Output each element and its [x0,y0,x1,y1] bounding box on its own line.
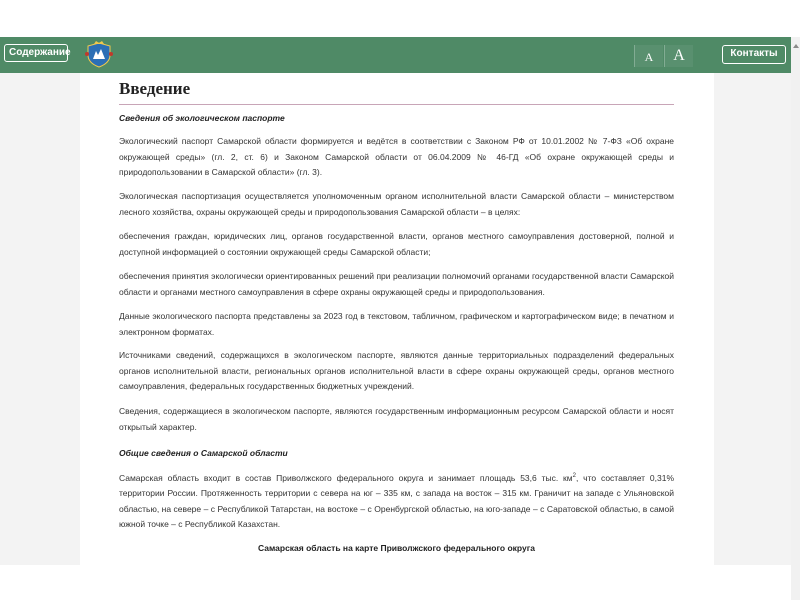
paragraph-5: Данные экологического паспорта представлены за 2023 год в текстовом, табличном, графическом и картографическом виде; в печатном и электронном форматах. [119,311,674,337]
font-size-small-button[interactable]: A [634,45,663,67]
paragraph-8-start: Самарская область входит в состав Приволжского федерального округа и занимает площадь 53,6 тыс. км [119,472,573,483]
paragraph-4: обеспечения принятия экологически ориентированных решений при реализации полномочий органами государственной власти Самарской области и органами местного самоуправления в сфере охраны окружающей среды и природопользования. [119,271,674,297]
page-title: Введение [119,79,191,98]
paragraph-2: Экологическая паспортизация осуществляется уполномоченным органом исполнительной власти Самарской области – министерством лесного хозяйства, охраны окружающей среды и природопользования Самарской области – в целях: [119,191,674,217]
contents-button[interactable]: Содержание [4,44,68,62]
subheading-passport-info: Сведения об экологическом паспорте [119,113,285,123]
paragraph-6: Источниками сведений, содержащихся в экологическом паспорте, являются данные территориальных подразделений федеральных органов исполнительной власти, региональных органов исполнительной власти в сфере охраны окружающей среды, органов местного самоуправления, федеральных государственных бюджетных учреждений. [119,350,674,391]
subheading-region-info: Общие сведения о Самарской области [119,448,288,458]
paragraph-8 [119,469,674,533]
font-size-large-button[interactable]: A [664,45,693,67]
map-caption: Самарская область на карте Приволжского федерального округа [258,543,535,553]
top-gap [0,0,800,37]
superscript-2: 2 [572,473,576,479]
contacts-button[interactable]: Контакты [722,45,786,64]
vertical-scrollbar[interactable] [791,37,800,600]
paragraph-7: Сведения, содержащиеся в экологическом паспорте, являются государственным информационным ресурсом Самарской области и носят открытый характер. [119,406,674,432]
paragraph-1: Экологический паспорт Самарской области формируется и ведётся в соответствии с Законом РФ от 10.01.2002 № 7-ФЗ «Об охране окружающей среды» (гл. 2, ст. 6) и Законом Самарской области от 06.04.2009 № 46-ГД «Об охране окружающей среды и природопользовании в Самарской области» (гл. 3). [119,136,674,177]
paragraph-8-end: , что составляет 0,31% территории России. Протяженность территории с севера на юг – 335 км, с запада на восток – 315 км. Граничит на западе с Ульяновской областью, на севере – с Республикой Татарстан, на востоке – с Оренбургской областью, на юго-западе – с Саратовской областью, в самой южной точке – с Республикой Казахстан. [119,472,675,530]
page-bottom [0,565,791,600]
page-background-left [0,73,80,565]
title-divider [119,104,674,105]
page-background-right [714,73,791,565]
paragraph-3: обеспечения граждан, юридических лиц, органов государственной власти, органов местного самоуправления достоверной, полной и доступной информацией о состоянии окружающей среды Самарской области; [119,231,674,257]
scroll-up-arrow-icon[interactable] [793,44,799,48]
samara-coat-of-arms-logo [84,40,114,68]
article-panel [80,73,714,565]
